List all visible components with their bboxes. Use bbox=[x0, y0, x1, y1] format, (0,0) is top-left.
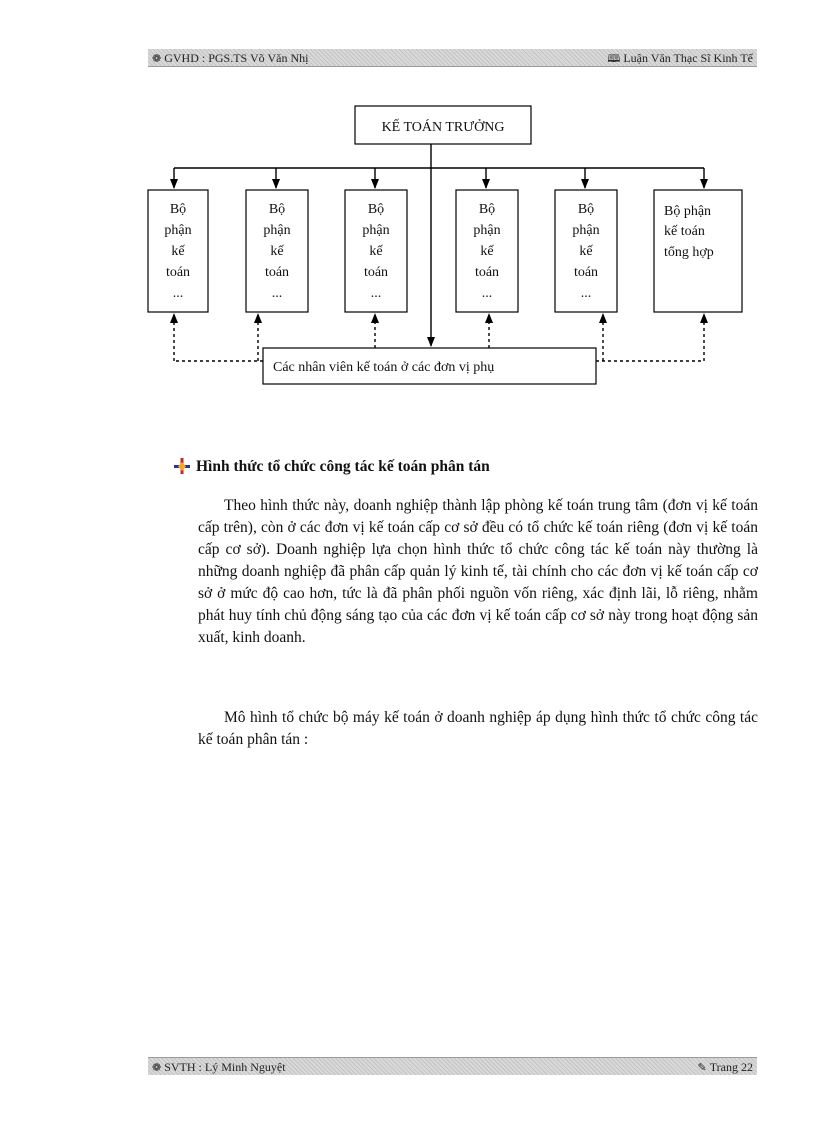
svg-text:...: ... bbox=[481, 286, 493, 301]
svg-text:toán: toán bbox=[573, 265, 599, 280]
section-heading bbox=[174, 458, 754, 476]
chief-node bbox=[355, 106, 531, 144]
svg-text:phận: phận bbox=[263, 223, 291, 238]
page-footer bbox=[148, 1057, 757, 1075]
svg-text:phận: phận bbox=[362, 223, 390, 238]
svg-text:kế: kế bbox=[579, 244, 593, 259]
svg-text:Bộ: Bộ bbox=[478, 202, 496, 217]
svg-text:kế: kế bbox=[171, 244, 185, 259]
svg-text:Bộ phận: Bộ phận bbox=[664, 204, 712, 219]
svg-text:phận: phận bbox=[473, 223, 501, 238]
svg-text:Bộ: Bộ bbox=[577, 202, 595, 217]
svg-text:phận: phận bbox=[164, 223, 192, 238]
svg-text:kế: kế bbox=[369, 244, 383, 259]
footer-page-number: ✎ Trang 22 bbox=[697, 1060, 753, 1074]
svg-text:Bộ: Bộ bbox=[169, 202, 187, 217]
svg-text:phận: phận bbox=[572, 223, 600, 238]
chief-label: KẾ TOÁN TRƯỞNG bbox=[381, 120, 505, 135]
svg-text:...: ... bbox=[172, 286, 184, 301]
staff-node bbox=[263, 348, 596, 384]
svg-text:...: ... bbox=[580, 286, 592, 301]
department-node-2 bbox=[246, 190, 308, 312]
svg-text:Bộ: Bộ bbox=[367, 202, 385, 217]
footer-student: ❁ SVTH : Lý Minh Nguyệt bbox=[152, 1060, 286, 1074]
org-chart bbox=[0, 0, 816, 420]
svg-text:...: ... bbox=[370, 286, 382, 301]
open-book-icon: 🕮 bbox=[607, 52, 621, 65]
svg-text:toán: toán bbox=[264, 265, 290, 280]
department-node-1 bbox=[148, 190, 208, 312]
star-bullet-icon bbox=[174, 458, 190, 474]
department-node-general bbox=[654, 190, 742, 312]
svg-text:kế: kế bbox=[480, 244, 494, 259]
header-thesis: 🕮 Luận Văn Thạc Sĩ Kinh Tế bbox=[607, 51, 753, 65]
svg-text:toán: toán bbox=[363, 265, 389, 280]
body-paragraph-1: Theo hình thức này, doanh nghiệp thành lập phòng kế toán trung tâm (đơn vị kế toán cấp trên), còn ở các đơn vị kế toán cấp cơ sở đều có tổ chức kế toán riêng (đơn vị kế toán cấp cơ sở). Doanh nghiệp lựa chọn hình thức tổ chức công tác kế toán này thường là những doanh nghiệp đã phân cấp quản lý kinh tế, tài chính cho các đơn vị kế toán cấp cơ sở ở mức độ cao hơn, tức là đã phân phối nguồn vốn riêng, xác định lãi, lỗ riêng, nhằm phát huy tính chủ động sáng tạo của các đơn vị kế toán cấp cơ sở này trong hoạt động sản xuất, kinh doanh. bbox=[198, 497, 758, 646]
pencil-icon: ✎ bbox=[697, 1061, 707, 1074]
department-node-4 bbox=[456, 190, 518, 312]
department-node-3 bbox=[345, 190, 407, 312]
svg-text:tổng hợp: tổng hợp bbox=[664, 245, 714, 260]
body-paragraph-2: Mô hình tổ chức bộ máy kế toán ở doanh nghiệp áp dụng hình thức tổ chức công tác kế toán phân tán : bbox=[198, 709, 758, 748]
svg-text:kế toán: kế toán bbox=[664, 224, 705, 239]
asterisk-flower-icon: ❁ bbox=[152, 1061, 162, 1074]
staff-label: Các nhân viên kế toán ở các đơn vị phụ bbox=[273, 360, 495, 375]
svg-text:toán: toán bbox=[165, 265, 191, 280]
svg-text:Bộ: Bộ bbox=[268, 202, 286, 217]
asterisk-flower-icon: ❁ bbox=[152, 52, 162, 65]
section-heading-text: Hình thức tổ chức công tác kế toán phân tán bbox=[196, 458, 490, 475]
svg-text:kế: kế bbox=[270, 244, 284, 259]
svg-text:...: ... bbox=[271, 286, 283, 301]
header-advisor: ❁ GVHD : PGS.TS Võ Văn Nhị bbox=[152, 51, 309, 65]
svg-text:toán: toán bbox=[474, 265, 500, 280]
department-node-5 bbox=[555, 190, 617, 312]
